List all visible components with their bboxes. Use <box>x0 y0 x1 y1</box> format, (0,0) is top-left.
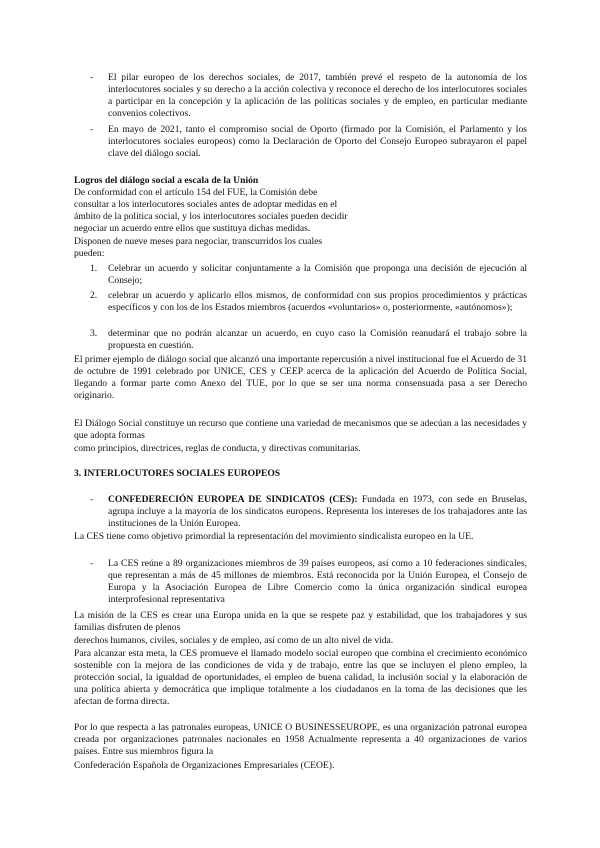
paragraph-ces-objetivo: La CES tiene como objetivo primordial la representación del movimiento sindicalista europeo en la UE. <box>74 531 474 542</box>
bullet-marker: - <box>90 558 94 569</box>
heading-logros: Logros del diálogo social a escala de la Unión <box>74 175 259 186</box>
paragraph-patronales-line2: Confederación Española de Organizaciones Empresariales (CEOE). <box>74 760 335 771</box>
bullet-marker: - <box>90 72 94 83</box>
bullet-ces <box>108 494 527 530</box>
option-item: determinar que no podrán alcanzar un acuerdo, en cuyo caso la Comisión reanudará el trabajo sobre la propuesta en cuestión. <box>108 328 527 351</box>
bullet-marker: - <box>90 124 94 135</box>
option-item: celebrar un acuerdo y aplicarlo ellos mismos, de conformidad con sus propios procedimientos y prácticas específicos y con los de los Estados miembros (acuerdos «voluntarios» o, posteriormente, «autónomos»); <box>108 290 527 313</box>
heading-interlocutores: 3. INTERLOCUTORES SOCIALES EUROPEOS <box>74 468 281 479</box>
option-number: 2. <box>90 290 98 301</box>
bullet-ces-miembros: La CES reúne a 89 organizaciones miembros de 39 países europeos, así como a 10 federaciones sindicales, que representan a más de 45 millones de miembros. Está reconocida por la Unión Europea, el Consejo de Europa y la Asociación Europea de Libre Comercio como la única organización sindical europea interprofesional representativa <box>108 558 527 605</box>
intro-line: ámbito de la política social, y los interlocutores sociales pueden decidir <box>74 211 348 222</box>
paragraph-recurso-line2: como principios, directrices, reglas de conducta, y directivas comunitarias. <box>74 443 361 454</box>
intro-line: De conformidad con el artículo 154 del FUE, la Comisión debe <box>74 187 318 198</box>
bullet-oporto: En mayo de 2021, tanto el compromiso social de Oporto (firmado por la Comisión, el Parlamento y los interlocutores sociales europeos) como la Declaración de Oporto del Consejo Europeo subrayaron el papel clave del diálogo social. <box>108 124 527 159</box>
ces-name: CONFEDERECIÓN EUROPEA DE SINDICATOS (CES): <box>108 494 358 505</box>
option-number: 1. <box>90 263 98 274</box>
option-number: 3. <box>90 328 98 339</box>
paragraph-mision-line1: La misión de la CES es crear una Europa unida en la que se respete paz y estabilidad, que los trabajadores y sus familias disfruten de plenos <box>74 610 527 633</box>
intro-line: consultar a los interlocutores sociales antes de adoptar medidas en el <box>74 199 338 210</box>
intro-line: Disponen de nueve meses para negociar, transcurridos los cuales <box>74 236 323 247</box>
paragraph-primer-ejemplo: El primer ejemplo de diálogo social que alcanzó una importante repercusión a nivel institucional fue el Acuerdo de 31 de octubre de 1991 celebrado por UNICE, CES y CEEP acerca de la aplicación del Acuerdo de Política Social, llegando a formar parte como Anexo del TUE, por lo que se ser una norma consensuada pasa a ser Derecho originario. <box>74 354 527 401</box>
paragraph-mision-line2: derechos humanos, civiles, sociales y de empleo, así como de un alto nivel de vida. <box>74 635 394 646</box>
bullet-marker: - <box>90 494 94 505</box>
bullet-pilar-europeo: El pilar europeo de los derechos sociales, de 2017, también prevé el respeto de la autonomía de los interlocutores sociales y su derecho a la acción colectiva y reconoce el derecho de los interlocutores sociales a participar en la concepción y la aplicación de las políticas sociales y de empleo, en particular mediante convenios colectivos. <box>108 72 527 119</box>
paragraph-meta: Para alcanzar esta meta, la CES promueve el llamado modelo social europeo que combina el crecimiento económico sostenible con la mejora de las condiciones de vida y de trabajo, entre las que se incluyen el pleno empleo, la protección social, la igualdad de oportunidades, el empleo de buena calidad, la inclusión social y la elaboración de una política abierta y democrática que implique totalmente a los ciudadanos en la toma de las decisiones que les afectan de forma directa. <box>74 648 527 707</box>
option-item: Celebrar un acuerdo y solicitar conjuntamente a la Comisión que proponga una decisión de ejecución al Consejo; <box>108 263 527 286</box>
paragraph-recurso-line1: El Diálogo Social constituye un recurso que contiene una variedad de mecanismos que se adecúan a las necesidades y que adopta formas <box>74 418 527 441</box>
intro-line: pueden: <box>74 248 105 259</box>
paragraph-patronales-line1: Por lo que respecta a las patronales europeas, UNICE O BUSINESSEUROPE, es una organización patronal europea creada por organizaciones patronales nacionales en 1958 Actualmente representa a 40 organizaciones de varios países. Entre sus miembros figura la <box>74 722 527 757</box>
intro-line: negociar un acuerdo entre ellos que sustituya dichas medidas. <box>74 223 311 234</box>
ces-description: Fundada en 1973, con sede en Bruselas, agrupa incluye a la mayoría de los sindicatos europeos. Representa los intereses de los trabajadores ante las instituciones de la Unión Europea. <box>108 494 527 529</box>
